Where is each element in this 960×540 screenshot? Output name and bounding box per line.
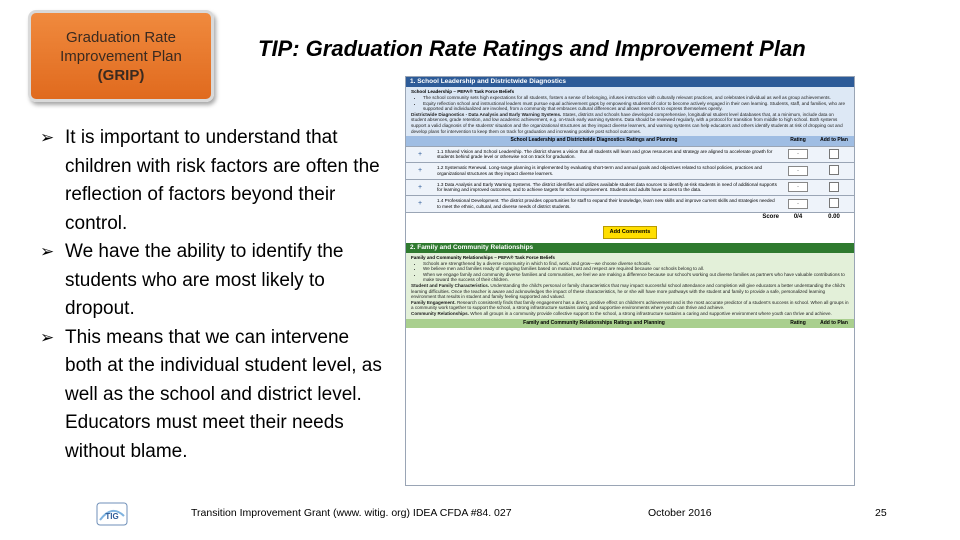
- table-header: School Leadership and Districtwide Diagnostics Ratings and Planning: [406, 136, 782, 146]
- section-1-ratings-table: [406, 136, 854, 222]
- bullet-item: ➢ This means that we can intervene both at the individual student level, as well as the school and district level. Educators must meet their needs without blame.: [40, 324, 385, 467]
- section-2-header: 2. Family and Community Relationships: [406, 243, 854, 253]
- rating-column-header: Rating: [782, 136, 814, 146]
- table-row: [406, 163, 854, 180]
- table-header: Family and Community Relationships Ratings and Planning: [406, 319, 782, 329]
- add-to-plan-checkbox[interactable]: [829, 182, 839, 192]
- add-to-plan-checkbox[interactable]: [829, 165, 839, 175]
- add-to-plan-checkbox[interactable]: [829, 198, 839, 208]
- section-2-ratings-table: [406, 319, 854, 329]
- rating-select[interactable]: -: [788, 166, 808, 176]
- section-2-beliefs: [406, 253, 854, 319]
- arrow-bullet-icon: ➢: [40, 327, 55, 347]
- paragraph-title: Family Engagement.: [411, 299, 456, 305]
- bullet-list: [40, 124, 385, 466]
- rating-select[interactable]: -: [788, 149, 808, 159]
- add-to-plan-checkbox[interactable]: [829, 149, 839, 159]
- arrow-bullet-icon: ➢: [40, 128, 55, 147]
- belief-item: • When we engage family and community diverse families and communities, we feel we are making a difference because our school's working out diverse families as partners who have valuable contributions to make toward the success of their children.: [423, 272, 849, 283]
- paragraph-text: Understanding the child's personal or family characteristics that may impact successful school attendance and completion will give educators a better understanding the child's learning difficulties. Once the teacher is aware and acknowledges the impact of these characteristics, he or she will have more pathways with the student and family to provide a safe, personalized learning environment that results in student and family feeling supported and valued.: [411, 282, 846, 300]
- indicator-text: 1.1 Shared Vision and School Leadership. The district shares a vision that all students will learn and grow resources and strategy are aligned to accelerate growth for students behind grade level or otherwise not on track for graduation.: [434, 146, 782, 163]
- grip-line-3: (GRIP): [97, 66, 145, 84]
- section-1-subtitle: School Leadership – PEFA® Task Force Beliefs: [411, 89, 515, 94]
- paragraph-title: Student and Family Characteristics.: [411, 282, 490, 288]
- grip-document-screenshot: [405, 76, 855, 486]
- rating-select[interactable]: -: [788, 199, 808, 209]
- bullet-item: ➢ It is important to understand that children with risk factors are often the reflection of factors beyond their control.: [40, 124, 385, 238]
- score-label: Score: [434, 212, 782, 222]
- expand-icon[interactable]: +: [406, 146, 434, 163]
- belief-item: • We believe men and families ready of engaging families based on mutual trust and respect are required because our schools belong to all.: [423, 266, 849, 272]
- section-2-subtitle: Family and Community Relationships – PEFA® Task Force Beliefs: [411, 254, 555, 260]
- grip-line-1: Graduation Rate: [65, 28, 177, 46]
- rating-select[interactable]: -: [788, 182, 808, 192]
- score-percent: 0.00: [814, 212, 854, 222]
- bullet-item: ➢ We have the ability to identify the students who are most likely to dropout.: [40, 238, 385, 324]
- page-number: 25: [875, 507, 887, 519]
- add-column-header: Add to Plan: [814, 136, 854, 146]
- paragraph-title: Community Relationships.: [411, 310, 469, 316]
- paragraph-text: States, districts and schools have developed comprehensive, longitudinal student level databases that, at a minimum, include data on student absences, grade retention, and low academic achievement, e.g. on-track early warning systems. Data should be reviewed regularly, with a protocol for transition from middle to high school. Both systems support a valid diagnosis of the students' situation and the organizational structures as they impact diverse learners, and warning systems can help educators and others identify students at risk of dropping out and develop plans for intervention to keep them on track for graduation and increasing positive post school outcomes.: [411, 111, 843, 134]
- score-row: [406, 212, 854, 222]
- paragraph-text: Research consistently finds that family engagement has a direct, positive effect on children's achievement and is the most accurate predictor of a student's success in school. When all groups in a community work together to support the school, a strong infrastructure sustains caring and supportive environments where youth can thrive and achieve.: [411, 299, 849, 311]
- table-row: [406, 196, 854, 213]
- tig-logo-icon: [96, 502, 128, 526]
- belief-item: • Schools are strengthened by a diverse community in which to find, work, and grow—we choose diverse schools.: [423, 261, 849, 267]
- add-column-header: Add to Plan: [814, 319, 854, 329]
- logo-text: TIG: [105, 512, 119, 521]
- indicator-text: 1.3 Data Analysis and Early Warning Systems. The district identifies and utilizes available student data sources to identify at-risk students in need of additional supports for learning and improved outcomes, and to achieve targets for school improvement. Students and adults have access to the data.: [434, 179, 782, 196]
- paragraph-text: When all groups in a community provide collective support to the school, a strong infrastructure sustains a caring and supportive environment where youth can thrive and achieve.: [470, 310, 832, 316]
- footer-grant: Transition Improvement Grant (www. witig. org) IDEA CFDA #84. 027: [191, 507, 512, 519]
- expand-icon[interactable]: +: [406, 179, 434, 196]
- expand-icon[interactable]: +: [406, 196, 434, 213]
- slide-title: TIP: Graduation Rate Ratings and Improvement Plan: [258, 36, 806, 61]
- indicator-text: 1.4 Professional Development. The district provides opportunities for staff to expand their knowledge, learn new skills and improve current skills and strategies needed to meet the ethnic, cultural, and diverse needs of district students.: [434, 196, 782, 213]
- belief-item: • Equity reflection school and instructional leaders must pursue equal achievement gaps by empowering students of color to become actively engaged in their own learning. Students, staff, and families, who are supported and individualized are involved, from a community that embraces cultural differences and allows members to express themselves openly.: [423, 101, 849, 112]
- expand-icon[interactable]: +: [406, 163, 434, 180]
- score-value: 0/4: [782, 212, 814, 222]
- table-row: [406, 179, 854, 196]
- section-1-beliefs: [406, 87, 854, 136]
- grip-line-2: Improvement Plan: [60, 47, 182, 65]
- indicator-text: 1.2 Systematic Renewal. Long-range planning is implemented by evaluating short-term and annual goals and objectives related to school policies, practices and organizational structures as they impact diverse learners.: [434, 163, 782, 180]
- arrow-bullet-icon: ➢: [40, 242, 55, 261]
- paragraph-title: Districtwide Diagnostics - Data Analysis and Early Warning Systems.: [411, 111, 562, 117]
- grip-badge: [28, 10, 214, 102]
- rating-column-header: Rating: [782, 319, 814, 329]
- table-row: [406, 146, 854, 163]
- belief-item: • The school community sets high expectations for all students, fosters a sense of belonging, infuses instruction with culturally relevant practices, and celebrates individual as well as group achievements.: [423, 95, 849, 101]
- footer-date: October 2016: [648, 507, 712, 519]
- section-1-header: 1. School Leadership and Districtwide Diagnostics: [406, 77, 854, 87]
- add-comments-button[interactable]: Add Comments: [603, 226, 658, 238]
